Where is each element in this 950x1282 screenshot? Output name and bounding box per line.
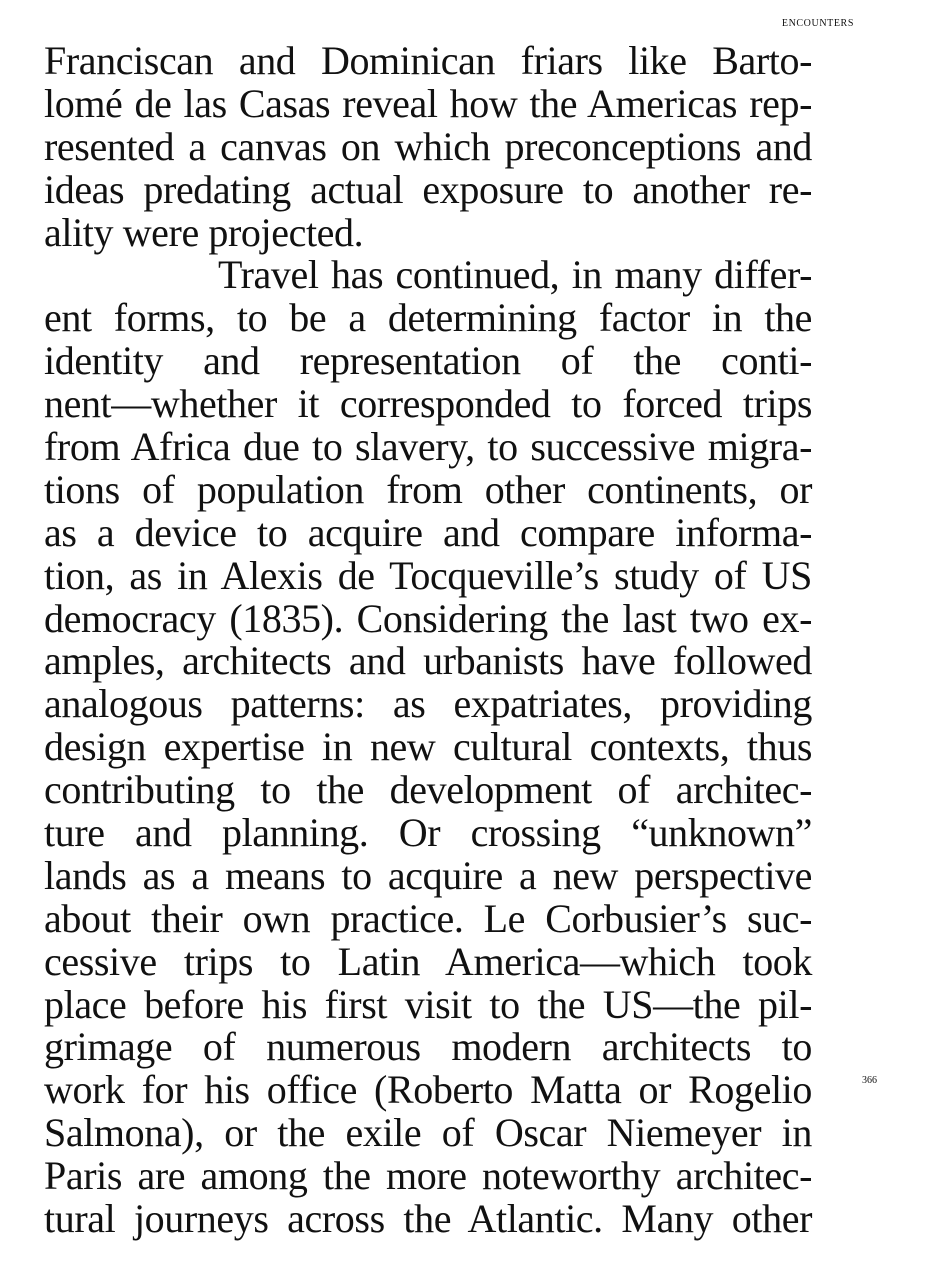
text-line: analogous patterns: as expatriates, providing (44, 681, 812, 727)
text-line: tions of population from other continents, or (44, 466, 812, 512)
text-line: ality were projected. (44, 209, 364, 255)
text-line: ideas predating actual exposure to another re- (44, 166, 812, 212)
running-head: ENCOUNTERS (781, 18, 854, 29)
text-line: ent forms, to be a determining factor in the (44, 295, 812, 341)
text-line: amples, architects and urbanists have followed (44, 638, 812, 684)
text-line: design expertise in new cultural contexts, thus (44, 724, 812, 770)
text-line: tural journeys across the Atlantic. Many other (44, 1196, 812, 1242)
text-line: lands as a means to acquire a new perspective (44, 852, 812, 898)
text-line: contributing to the development of architec- (44, 767, 812, 813)
text-line: identity and representation of the conti- (44, 338, 812, 384)
text-line: as a device to acquire and compare informa- (44, 509, 812, 555)
text-line: resented a canvas on which preconceptions and (44, 123, 812, 169)
text-line: ture and planning. Or crossing “unknown” (44, 810, 812, 856)
text-line: cessive trips to Latin America—which took (44, 938, 812, 984)
text-line: from Africa due to slavery, to successive migra- (44, 424, 812, 470)
page-number: 366 (862, 1075, 877, 1086)
text-line: Paris are among the more noteworthy architec- (44, 1153, 812, 1199)
text-line: tion, as in Alexis de Tocqueville’s study of US (44, 552, 812, 598)
text-line: democracy (1835). Considering the last two ex- (44, 595, 812, 641)
text-line: about their own practice. Le Corbusier’s suc- (44, 895, 812, 941)
text-line: work for his office (Roberto Matta or Rogelio (44, 1067, 812, 1113)
text-line: nent—whether it corresponded to forced trips (44, 381, 812, 427)
text-line: Franciscan and Dominican friars like Barto- (44, 38, 812, 83)
text-line: grimage of numerous modern architects to (44, 1024, 812, 1070)
body-text (44, 40, 812, 1241)
text-line: place before his first visit to the US—the pil- (44, 981, 812, 1027)
text-line: Salmona), or the exile of Oscar Niemeyer in (44, 1110, 812, 1156)
text-line-paragraph-start: Travel has continued, in many differ- (218, 252, 812, 298)
text-line: lomé de las Casas reveal how the Americas rep- (44, 80, 812, 126)
